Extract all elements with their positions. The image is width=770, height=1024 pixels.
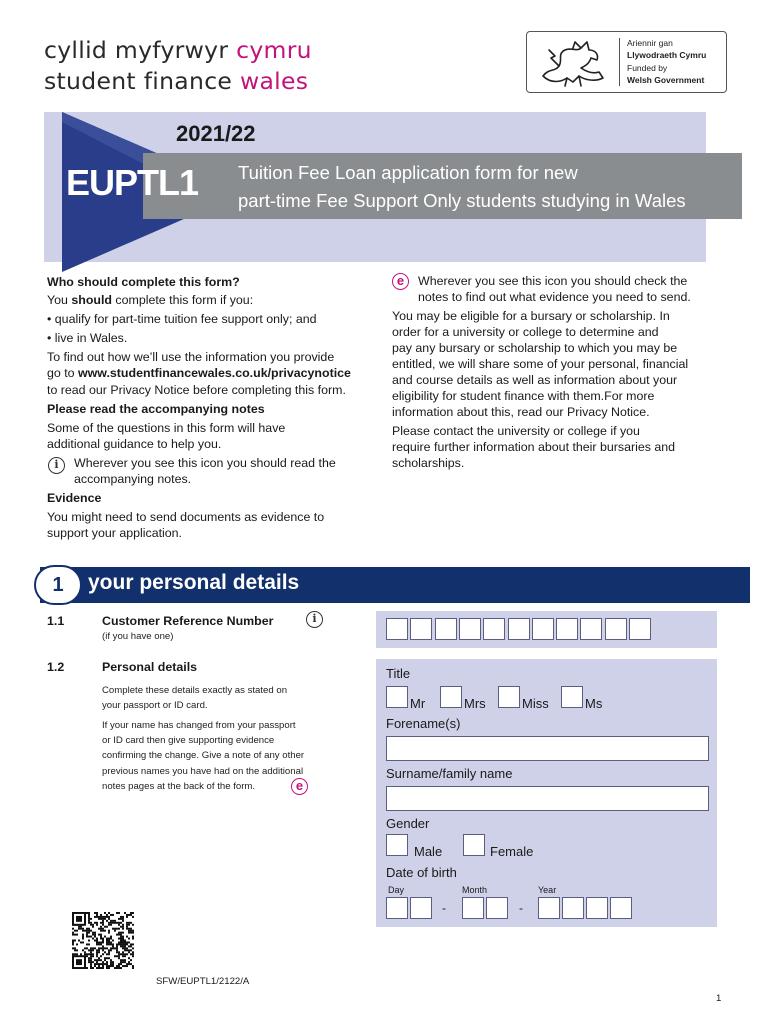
q12-help-2: your passport or ID card. <box>102 700 208 711</box>
surname-label: Surname/family name <box>386 766 513 781</box>
badge-line-3: Funded by <box>627 63 668 73</box>
dob-day-1-box[interactable] <box>386 897 408 919</box>
dob-year-3-box[interactable] <box>586 897 608 919</box>
logo-english-accent: wales <box>239 67 309 95</box>
bursary-line-2: order for a university or college to determine and <box>392 325 659 339</box>
forename-field[interactable] <box>386 736 709 761</box>
logo-welsh-prefix: cyllid myfyrwyr <box>44 36 237 64</box>
qr-code-icon <box>72 912 134 969</box>
dob-separator-2: - <box>519 901 523 915</box>
crn-box[interactable] <box>410 618 432 640</box>
gender-male-label: Male <box>414 844 443 859</box>
gender-female-checkbox[interactable] <box>463 834 485 856</box>
page-number: 1 <box>716 993 722 1004</box>
crn-box[interactable] <box>580 618 602 640</box>
evidence-note-line-2: notes to find out what evidence you need to send. <box>418 290 691 304</box>
info-note-line-2: accompanying notes. <box>74 472 192 486</box>
dob-day-2-box[interactable] <box>410 897 432 919</box>
q11-number: 1.1 <box>47 614 65 628</box>
should-bold: should <box>71 293 112 307</box>
info-icon: i <box>48 457 65 474</box>
logo-english-line <box>44 67 308 95</box>
dob-separator-1: - <box>442 901 446 915</box>
notes-heading: Please read the accompanying notes <box>47 402 265 416</box>
title-mr-checkbox[interactable] <box>386 686 408 708</box>
banner-title-line-1: Tuition Fee Loan application form for new <box>238 162 578 183</box>
crn-box[interactable] <box>629 618 651 640</box>
should-text <box>47 292 253 308</box>
privacy-line-2 <box>47 365 351 381</box>
title-ms-checkbox[interactable] <box>561 686 583 708</box>
bursary-line-5: and course details as well as information about your <box>392 373 678 387</box>
badge-line-4: Welsh Government <box>627 75 705 85</box>
dob-month-label: Month <box>462 885 488 895</box>
who-heading: Who should complete this form? <box>47 275 240 289</box>
evidence-line-2: support your application. <box>47 526 183 540</box>
q11-label: Customer Reference Number <box>102 614 274 628</box>
q12-help-4: or ID card then give supporting evidence <box>102 735 275 746</box>
q11-sub: (if you have one) <box>102 631 174 642</box>
bursary-line-4: entitled, we will share some of your personal, financial <box>392 357 689 371</box>
q12-help-6: previous names you have had on the additional <box>102 766 304 777</box>
q12-help-3: If your name has changed from your passport <box>102 720 296 731</box>
bullet-2: • live in Wales. <box>47 331 128 345</box>
banner-title-line-2: part-time Fee Support Only students studying in Wales <box>238 190 686 211</box>
section-title: your personal details <box>88 571 300 594</box>
crn-box[interactable] <box>605 618 627 640</box>
title-miss-label: Miss <box>522 696 549 711</box>
title-label: Title <box>386 666 411 681</box>
contact-line-1: Please contact the university or college if you <box>392 424 640 438</box>
dob-year-label: Year <box>538 885 557 895</box>
notes-line-1: Some of the questions in this form will have <box>47 421 286 435</box>
info-icon: i <box>306 611 323 628</box>
form-year: 2021/22 <box>176 121 256 146</box>
evidence-note-line-1: Wherever you see this icon you should check the <box>418 274 688 288</box>
crn-box[interactable] <box>459 618 481 640</box>
evidence-line-1: You might need to send documents as evidence to <box>47 510 325 524</box>
q12-help-5: confirming the change. Give a note of any other <box>102 750 305 761</box>
surname-field[interactable] <box>386 786 709 811</box>
logo-welsh-accent: cymru <box>236 36 312 64</box>
forename-label: Forename(s) <box>386 716 461 731</box>
crn-box[interactable] <box>508 618 530 640</box>
evidence-icon: e <box>291 778 308 795</box>
crn-box[interactable] <box>483 618 505 640</box>
dob-year-2-box[interactable] <box>562 897 584 919</box>
q12-label: Personal details <box>102 660 198 674</box>
title-ms-label: Ms <box>585 696 603 711</box>
gender-male-checkbox[interactable] <box>386 834 408 856</box>
privacy-pre: go to <box>47 366 79 380</box>
contact-line-2: require further information about their bursaries and <box>392 440 676 454</box>
bursary-line-6: eligibility for student finance with them.For more <box>392 389 655 403</box>
info-note-line-1: Wherever you see this icon you should read the <box>74 456 336 470</box>
gender-label: Gender <box>386 816 430 831</box>
title-mrs-checkbox[interactable] <box>440 686 462 708</box>
funding-badge <box>526 31 727 93</box>
dob-month-2-box[interactable] <box>486 897 508 919</box>
crn-box[interactable] <box>556 618 578 640</box>
bullet-1: • qualify for part-time tuition fee support only; and <box>47 312 317 326</box>
form-reference: SFW/EUPTL1/2122/A <box>156 976 250 987</box>
crn-box[interactable] <box>532 618 554 640</box>
evidence-heading: Evidence <box>47 491 102 505</box>
bursary-line-3: pay any bursary or scholarship to which you may be <box>392 341 678 355</box>
q12-number: 1.2 <box>47 660 65 674</box>
crn-box[interactable] <box>386 618 408 640</box>
logo-english-prefix: student finance <box>44 67 240 95</box>
title-mrs-label: Mrs <box>464 696 486 711</box>
evidence-icon: e <box>392 273 409 290</box>
logo-welsh-line <box>44 36 312 64</box>
contact-line-3: scholarships. <box>392 456 465 470</box>
q12-help-7: notes pages at the back of the form. <box>102 781 256 792</box>
form-code: EUPTL1 <box>66 162 199 203</box>
dob-year-4-box[interactable] <box>610 897 632 919</box>
privacy-line-1: To find out how we’ll use the information you provide <box>47 350 335 364</box>
crn-box[interactable] <box>435 618 457 640</box>
notes-line-2: additional guidance to help you. <box>47 437 222 451</box>
section-number: 1 <box>34 565 82 605</box>
dob-day-label: Day <box>388 885 405 895</box>
welsh-dragon-icon <box>537 38 613 88</box>
should-pre: You <box>47 293 72 307</box>
badge-line-1: Ariennir gan <box>627 38 673 48</box>
dob-label: Date of birth <box>386 865 457 880</box>
title-mr-label: Mr <box>410 696 426 711</box>
privacy-line-3: to read our Privacy Notice before completing this form. <box>47 383 346 397</box>
dob-year-1-box[interactable] <box>538 897 560 919</box>
privacy-link[interactable]: www.studentfinancewales.co.uk/privacynotice <box>78 366 351 380</box>
title-miss-checkbox[interactable] <box>498 686 520 708</box>
q12-help-1: Complete these details exactly as stated on <box>102 685 288 696</box>
should-post: complete this form if you: <box>111 293 254 307</box>
bursary-line-7: information about this, read our Privacy Notice. <box>392 405 650 419</box>
badge-line-2: Llywodraeth Cymru <box>627 50 707 60</box>
gender-female-label: Female <box>490 844 534 859</box>
dob-month-1-box[interactable] <box>462 897 484 919</box>
bursary-line-1: You may be eligible for a bursary or scholarship. In <box>392 309 670 323</box>
